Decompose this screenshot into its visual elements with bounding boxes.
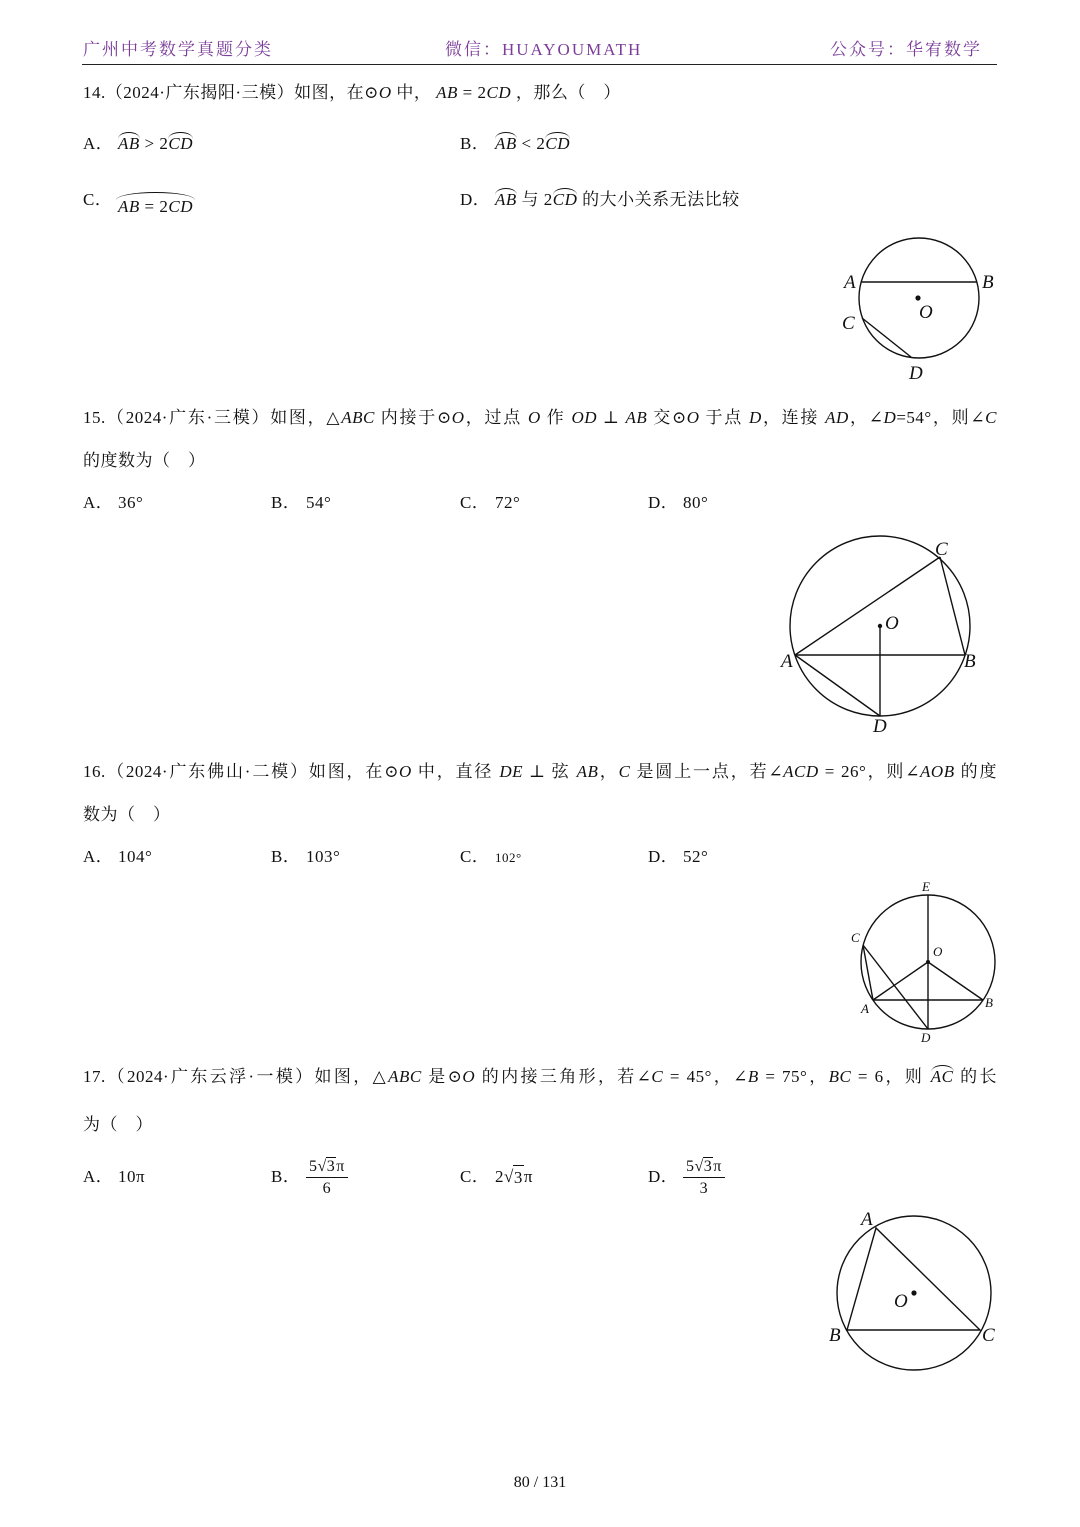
stem-text: = 45°，∠ — [663, 1067, 748, 1086]
segment-ob — [928, 962, 983, 1000]
q14-option-a — [83, 132, 193, 156]
option-label: C． — [83, 190, 113, 209]
option-label: A． — [83, 847, 114, 866]
math-var: AB — [495, 190, 517, 209]
math-var: AB — [576, 762, 599, 781]
radicand: 3 — [513, 1165, 524, 1190]
stem-text: ，连接 — [761, 408, 826, 427]
option-text: 的大小关系无法比较 — [577, 190, 740, 209]
point-label-c: C — [842, 313, 855, 334]
math-var: O — [378, 83, 392, 102]
arc-cd — [168, 132, 193, 156]
q17-option-b — [271, 1155, 348, 1199]
option-value: 10π — [118, 1167, 146, 1186]
option-value: 104° — [118, 847, 153, 866]
question-number: 17. — [83, 1067, 106, 1086]
math-var: AB — [118, 134, 140, 153]
stem-text: 的度 — [954, 762, 998, 781]
arc-whole-expression — [118, 195, 193, 219]
question-number: 14. — [83, 83, 106, 102]
option-label: C． — [460, 847, 490, 866]
math-var: O — [686, 408, 700, 427]
q17-stem-continued: 为（ ） — [83, 1115, 153, 1134]
q16-stem — [83, 760, 997, 784]
stem-text: 交⊙ — [647, 408, 687, 427]
point-label-c: C — [935, 539, 948, 560]
stem-text: ⊥ — [597, 408, 626, 427]
arc-cd — [545, 132, 570, 156]
math-var: AB — [118, 197, 140, 216]
option-label: C． — [460, 493, 490, 512]
fraction-denominator: 6 — [322, 1179, 332, 1197]
option-value: 54° — [306, 493, 332, 512]
option-label: D． — [648, 847, 679, 866]
math-var: B — [747, 1067, 759, 1086]
math-var: D — [748, 408, 762, 427]
fraction — [306, 1156, 348, 1199]
option-value: 80° — [683, 493, 709, 512]
option-value: 103° — [306, 847, 341, 866]
center-point — [911, 1290, 916, 1295]
math-var: DE — [499, 762, 523, 781]
q16-option-c — [460, 845, 522, 870]
coefficient: 2 — [495, 1167, 504, 1186]
point-label-c: C — [982, 1325, 995, 1346]
stem-text: = 26°，则∠ — [818, 762, 921, 781]
math-var: BC — [828, 1067, 852, 1086]
question-number: 15. — [83, 408, 106, 427]
math-var: CD — [168, 197, 193, 216]
question-source: （2024·广东揭阳·三模） — [105, 83, 295, 102]
stem-text: 是⊙ — [421, 1067, 463, 1086]
stem-text: 如图，在⊙ — [294, 83, 379, 102]
q16-option-d — [648, 845, 708, 869]
stem-text: 内接于⊙ — [374, 408, 452, 427]
point-label-b: B — [982, 272, 994, 293]
stem-text: 如图，△ — [314, 1067, 389, 1086]
math-var: D — [883, 408, 897, 427]
arc-ab — [495, 188, 517, 212]
math-var: C — [985, 408, 997, 427]
point-label-a: A — [781, 651, 793, 672]
math-var: ABC — [388, 1067, 422, 1086]
radicand: 3 — [326, 1157, 336, 1175]
pi-symbol: π — [523, 1167, 533, 1186]
q17-figure — [825, 1205, 1005, 1375]
q15-stem-continued: 的度数为（ ） — [83, 451, 206, 470]
stem-text: 的长 — [953, 1067, 998, 1086]
option-label: B． — [271, 493, 301, 512]
point-label-b: B — [964, 651, 976, 672]
q14-figure — [835, 230, 1000, 385]
center-point — [915, 295, 920, 300]
point-label-o: O — [919, 302, 933, 323]
q15-option-c — [460, 491, 520, 515]
q17-option-a — [83, 1155, 145, 1199]
option-label: D． — [648, 1167, 679, 1186]
q17-option-c — [460, 1155, 533, 1199]
point-label-o: O — [933, 944, 943, 959]
math-var: ABC — [341, 408, 375, 427]
triangle-abc — [847, 1228, 980, 1330]
stem-text: =54°，则∠ — [896, 408, 986, 427]
math-var: OD — [571, 408, 597, 427]
option-label: C． — [460, 1167, 490, 1186]
q15-option-a — [83, 491, 143, 515]
center-point — [926, 960, 930, 964]
q15-stem — [83, 406, 997, 430]
point-label-o: O — [894, 1291, 908, 1312]
arc-mark — [495, 188, 517, 195]
arc-ab — [495, 132, 517, 156]
point-label-d: D — [909, 363, 923, 384]
arc-mark — [118, 132, 140, 139]
option-label: A． — [83, 1167, 114, 1186]
stem-text: 于点 — [699, 408, 749, 427]
point-label-a: A — [844, 272, 856, 293]
question-source: （2024·广东佛山·二模） — [105, 762, 309, 781]
pi-symbol: π — [336, 1157, 345, 1175]
point-label-o: O — [885, 613, 899, 634]
sqrt-sign: √ — [317, 1157, 327, 1175]
math-var: O — [462, 1067, 476, 1086]
stem-text: ， — [598, 762, 619, 781]
math-var: AB — [495, 134, 517, 153]
arc-mark — [168, 132, 193, 139]
arc-ac — [931, 1065, 954, 1089]
point-label-b: B — [985, 995, 993, 1010]
math-var: AOB — [920, 762, 955, 781]
stem-text: 作 — [540, 408, 572, 427]
header-title: 广州中考数学真题分类 — [83, 40, 273, 59]
arc-mark — [116, 192, 195, 200]
option-label: A． — [83, 134, 114, 153]
q16-figure — [845, 878, 1000, 1045]
option-value: 52° — [683, 847, 709, 866]
stem-text: ⊥ 弦 — [523, 762, 577, 781]
stem-text: = 75°， — [758, 1067, 829, 1086]
fraction-denominator: 3 — [699, 1179, 709, 1197]
math-var: O — [451, 408, 465, 427]
option-value: 102° — [495, 850, 522, 865]
point-label-d: D — [921, 1030, 931, 1045]
math-operator: = 2 — [139, 197, 169, 216]
stem-text: 中， — [391, 83, 437, 102]
fraction — [683, 1156, 725, 1199]
segment-ac — [795, 557, 940, 655]
math-var: AB — [625, 408, 648, 427]
segment-ad — [795, 655, 880, 716]
center-point — [878, 624, 882, 628]
math-var: AD — [825, 408, 849, 427]
question-number: 16. — [83, 762, 106, 781]
option-label: D． — [460, 190, 491, 209]
header-account: 公众号：华宥数学 — [830, 40, 982, 59]
point-label-a: A — [861, 1001, 869, 1016]
arc-mark — [545, 132, 570, 139]
coefficient: 5 — [309, 1157, 318, 1175]
fraction-numerator — [683, 1156, 725, 1178]
pi-symbol: π — [713, 1157, 722, 1175]
page-number: 80 / 131 — [513, 1474, 567, 1491]
option-label: A． — [83, 493, 114, 512]
math-operator: < 2 — [516, 134, 546, 153]
math-var: CD — [168, 134, 193, 153]
q14-option-c — [83, 188, 193, 216]
q14-option-b — [460, 132, 570, 156]
option-label: B． — [460, 134, 490, 153]
point-label-e: E — [922, 879, 930, 894]
q16-option-b — [271, 845, 340, 869]
radicand: 3 — [703, 1157, 713, 1175]
stem-text: 如图，△ — [270, 408, 342, 427]
stem-text: 是圆上一点，若∠ — [630, 762, 784, 781]
math-var: AB — [436, 83, 458, 102]
arc-mark — [931, 1065, 954, 1072]
stem-text: ，那么（ ） — [511, 83, 621, 102]
option-text: 与 2 — [516, 190, 553, 209]
arc-cd — [553, 188, 578, 212]
point-label-a: A — [861, 1209, 873, 1230]
chord-cd — [862, 318, 911, 357]
question-source: （2024·广东·三模） — [105, 408, 271, 427]
point-label-b: B — [829, 1325, 841, 1346]
math-var: CD — [552, 190, 578, 209]
stem-text: = 6，则 — [851, 1067, 931, 1086]
q15-option-d — [648, 491, 708, 515]
option-label: D． — [648, 493, 679, 512]
stem-text: ，∠ — [848, 408, 884, 427]
math-var: C — [651, 1067, 664, 1086]
question-source: （2024·广东云浮·一模） — [105, 1067, 315, 1086]
stem-text: ，过点 — [464, 408, 528, 427]
math-var: O — [527, 408, 541, 427]
segment-cd — [863, 945, 928, 1029]
math-var: O — [398, 762, 412, 781]
fraction-numerator — [306, 1156, 348, 1178]
math-var: CD — [486, 83, 512, 102]
math-var: C — [618, 762, 631, 781]
stem-text: 的内接三角形，若∠ — [475, 1067, 652, 1086]
stem-text: = 2 — [457, 83, 487, 102]
math-var: ACD — [783, 762, 819, 781]
sqrt-sign: √ — [504, 1167, 514, 1186]
q17-option-d — [648, 1155, 725, 1199]
q16-stem-continued: 数为（ ） — [83, 805, 171, 824]
stem-text: 如图，在⊙ — [308, 762, 399, 781]
option-label: B． — [271, 1167, 301, 1186]
header-wechat: 微信：HUAYOUMATH — [445, 40, 643, 59]
option-label: B． — [271, 847, 301, 866]
option-value: 72° — [495, 493, 521, 512]
q14-stem — [83, 81, 621, 105]
q15-option-b — [271, 491, 331, 515]
header-rule — [82, 64, 997, 65]
q14-option-d — [460, 188, 740, 212]
q16-option-a — [83, 845, 152, 869]
math-operator: > 2 — [139, 134, 169, 153]
q17-stem — [83, 1065, 997, 1089]
point-label-d: D — [873, 716, 887, 737]
point-label-c: C — [851, 930, 860, 945]
option-value: 36° — [118, 493, 144, 512]
coefficient: 5 — [686, 1157, 695, 1175]
arc-ab — [118, 132, 140, 156]
stem-text: 中，直径 — [411, 762, 500, 781]
arc-mark — [495, 132, 517, 139]
math-var: CD — [545, 134, 570, 153]
sqrt-sign: √ — [694, 1157, 704, 1175]
math-var: AC — [930, 1067, 954, 1086]
q15-figure — [775, 530, 985, 740]
